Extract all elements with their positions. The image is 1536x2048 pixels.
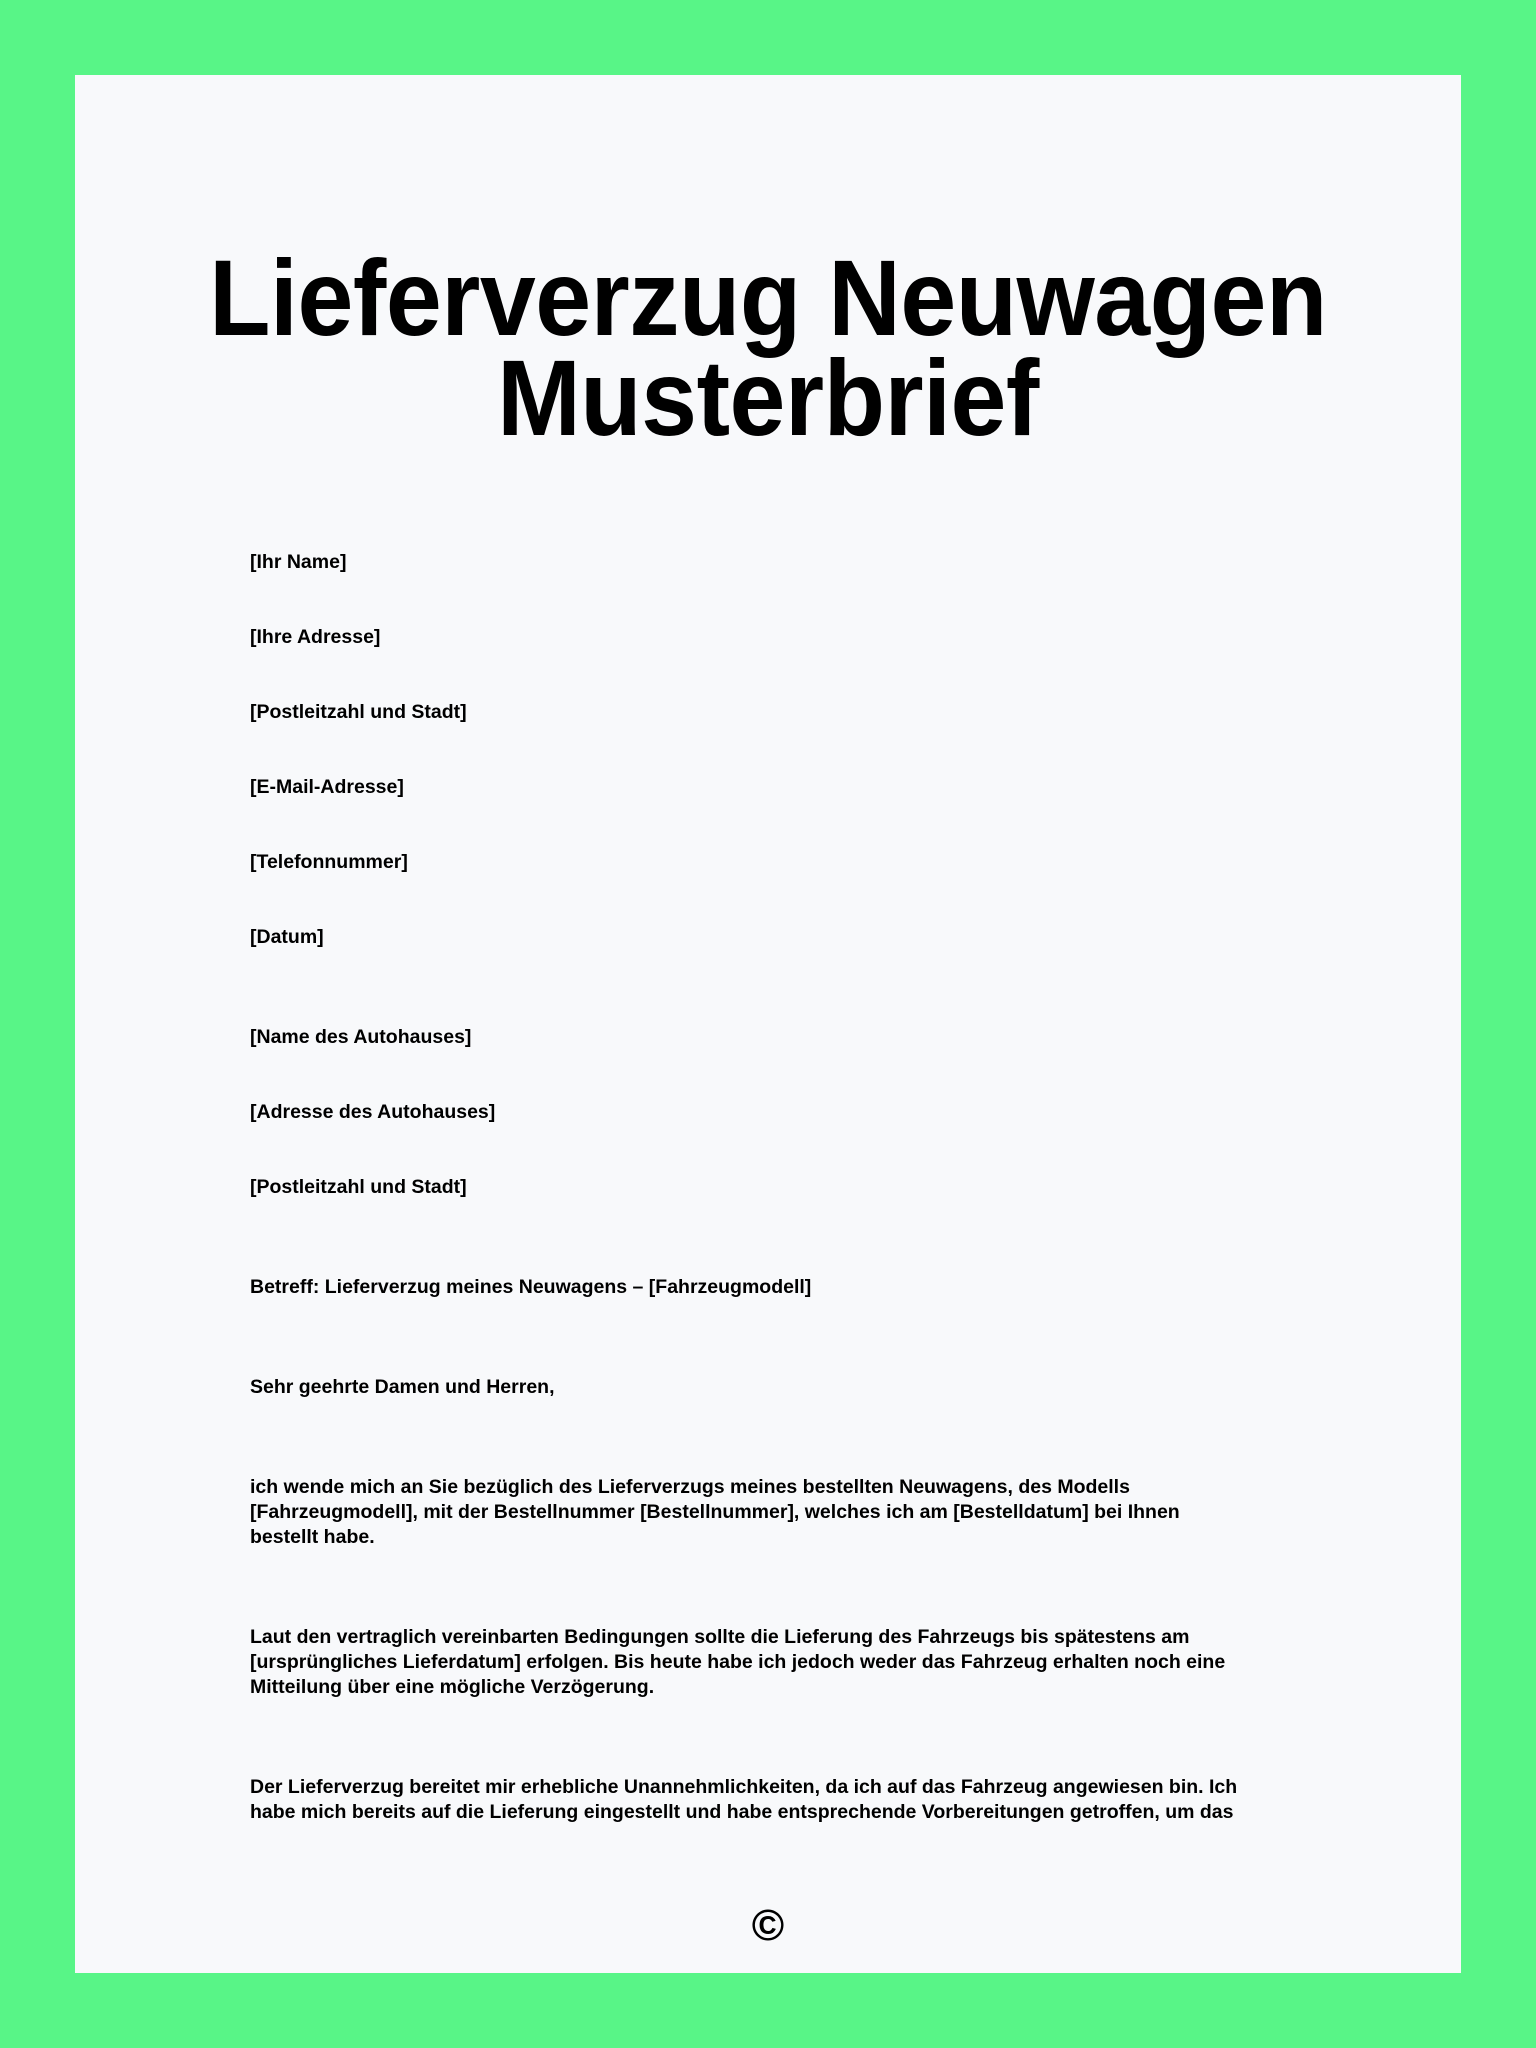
paragraph-1-line-3: bestellt habe. [250, 1526, 375, 1548]
paragraph-3 [250, 1775, 1290, 1825]
paragraph-3-line-1: Der Lieferverzug bereitet mir erhebliche Unannehmlichkeiten, da ich auf das Fahrzeug angewiesen bin. Ich [250, 1776, 1238, 1798]
paragraph-1-line-1: ich wende mich an Sie bezüglich des Lieferverzugs meines bestellten Neuwagens, des Modells [250, 1476, 1130, 1498]
letter-date: [Datum] [250, 926, 324, 948]
copyright-icon: © [751, 1901, 785, 1950]
sender-email: [E-Mail-Adresse] [250, 776, 404, 798]
paragraph-1-line-2: [Fahrzeugmodell], mit der Bestellnummer [Bestellnummer], welches ich am [Bestelldatum] bei Ihnen [250, 1501, 1180, 1523]
paragraph-3-line-2: habe mich bereits auf die Lieferung eingestellt und habe entsprechende Vorbereitungen getroffen, um das [250, 1801, 1234, 1823]
paragraph-2-line-1: Laut den vertraglich vereinbarten Bedingungen sollte die Lieferung des Fahrzeugs bis spätestens am [250, 1626, 1190, 1648]
paragraph-2-line-3: Mitteilung über eine mögliche Verzögerung. [250, 1676, 655, 1698]
sender-postal-city: [Postleitzahl und Stadt] [250, 701, 467, 723]
recipient-address: [Adresse des Autohauses] [250, 1101, 496, 1123]
paragraph-2 [250, 1625, 1290, 1700]
sender-name: [Ihr Name] [250, 551, 347, 573]
sender-address: [Ihre Adresse] [250, 626, 381, 648]
page-title [54, 237, 1482, 458]
paragraph-1 [250, 1475, 1290, 1550]
recipient-name: [Name des Autohauses] [250, 1026, 472, 1048]
title-line-1: Lieferverzug Neuwagen [209, 237, 1327, 358]
recipient-postal-city: [Postleitzahl und Stadt] [250, 1176, 467, 1198]
sender-phone: [Telefonnummer] [250, 851, 408, 873]
paragraph-2-line-2: [ursprüngliches Lieferdatum] erfolgen. Bis heute habe ich jedoch weder das Fahrzeug erhalten noch eine [250, 1651, 1226, 1673]
salutation: Sehr geehrte Damen und Herren, [250, 1376, 555, 1398]
title-line-2: Musterbrief [497, 337, 1039, 458]
subject-line: Betreff: Lieferverzug meines Neuwagens – [Fahrzeugmodell] [250, 1276, 812, 1298]
